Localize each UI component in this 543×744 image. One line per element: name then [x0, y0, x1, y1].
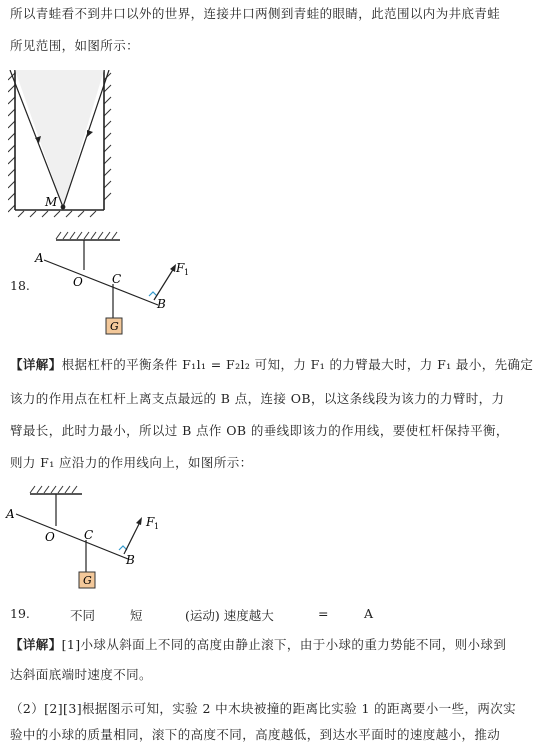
label-o: O	[45, 530, 55, 544]
label-f: F	[146, 515, 155, 529]
ceiling-hatching	[56, 232, 117, 239]
lever	[44, 260, 158, 305]
label-b: B	[157, 297, 166, 311]
answer-blank-4: =	[318, 606, 329, 621]
explanation-line: 则力 F₁ 应沿力的作用线向上，如图所示：	[10, 455, 253, 470]
explanation-line: 该力的作用点在杠杆上离支点最远的 B 点，连接 OB，以这条线段为该力的力臂时，力	[10, 391, 505, 406]
view-range-shading	[15, 70, 104, 207]
force-line	[154, 268, 174, 300]
lever-figure-answer	[0, 482, 175, 594]
explanation-line	[10, 636, 535, 654]
left-wall-hatching	[8, 73, 15, 212]
explanation-line: 臂最长，此时力最小，所以过 B 点作 OB 的垂线即该力的作用线，要使杠杆保持平衡，	[10, 423, 509, 438]
question-number: 19.	[10, 606, 30, 621]
explanation-line: （2）[2][3]根据图示可知，实验 2 中木块被撞的距离比实验 1 的距离要小一些，两次实	[10, 701, 517, 716]
well-view-figure	[8, 70, 118, 218]
explanation-text: 根据杠杆的平衡条件 F₁l₁ = F₂l₂ 可知，力 F₁ 的力臂最大时，力 F₁ 最小，先确定	[61, 357, 534, 372]
paragraph-line: 所见范围，如图所示：	[10, 38, 140, 53]
explanation-line	[10, 356, 535, 374]
label-c: C	[112, 272, 122, 286]
explanation-tag: 【详解】	[10, 357, 62, 372]
label-a: A	[6, 507, 15, 521]
lever-figure	[30, 228, 205, 340]
paragraph-line: 所以青蛙看不到井口以外的世界，连接井口两侧到青蛙的眼睛，此范围以内为井底青蛙	[10, 6, 501, 21]
answer-blank-1: 不同	[70, 608, 96, 623]
weight-label: G	[83, 574, 92, 587]
label-a: A	[35, 251, 44, 265]
explanation-text: [1]小球从斜面上不同的高度由静止滚下，由于小球的重力势能不同，则小球到	[61, 637, 507, 652]
weight-label: G	[110, 320, 119, 333]
question-number: 18.	[10, 278, 30, 293]
answer-blank-3: (运动) 速度越大	[185, 608, 274, 623]
label-f-subscript: 1	[184, 268, 190, 277]
point-label-m: M	[45, 195, 58, 209]
label-b: B	[126, 553, 135, 567]
label-o: O	[73, 275, 83, 289]
frog-eye-point	[61, 205, 66, 210]
answer-blank-2: 短	[130, 608, 143, 623]
right-wall-hatching	[104, 73, 111, 200]
lever	[16, 514, 128, 559]
force-arrow-head	[136, 517, 142, 525]
bottom-hatching	[18, 211, 96, 217]
explanation-line: 验中的小球的质量相同，滚下的高度不同，高度越低，到达水平面时的速度越小，推动	[10, 727, 501, 742]
ceiling-hatching	[30, 486, 77, 493]
label-f: F	[176, 261, 185, 275]
right-angle-marker	[149, 292, 157, 296]
label-f-subscript: 1	[154, 522, 160, 531]
explanation-tag: 【详解】	[10, 637, 62, 652]
explanation-line: 达斜面底端时速度不同。	[10, 667, 152, 682]
force-line	[124, 522, 140, 554]
label-c: C	[84, 528, 94, 542]
answer-blank-5: A	[364, 606, 374, 621]
right-ray-arrow	[87, 130, 93, 137]
